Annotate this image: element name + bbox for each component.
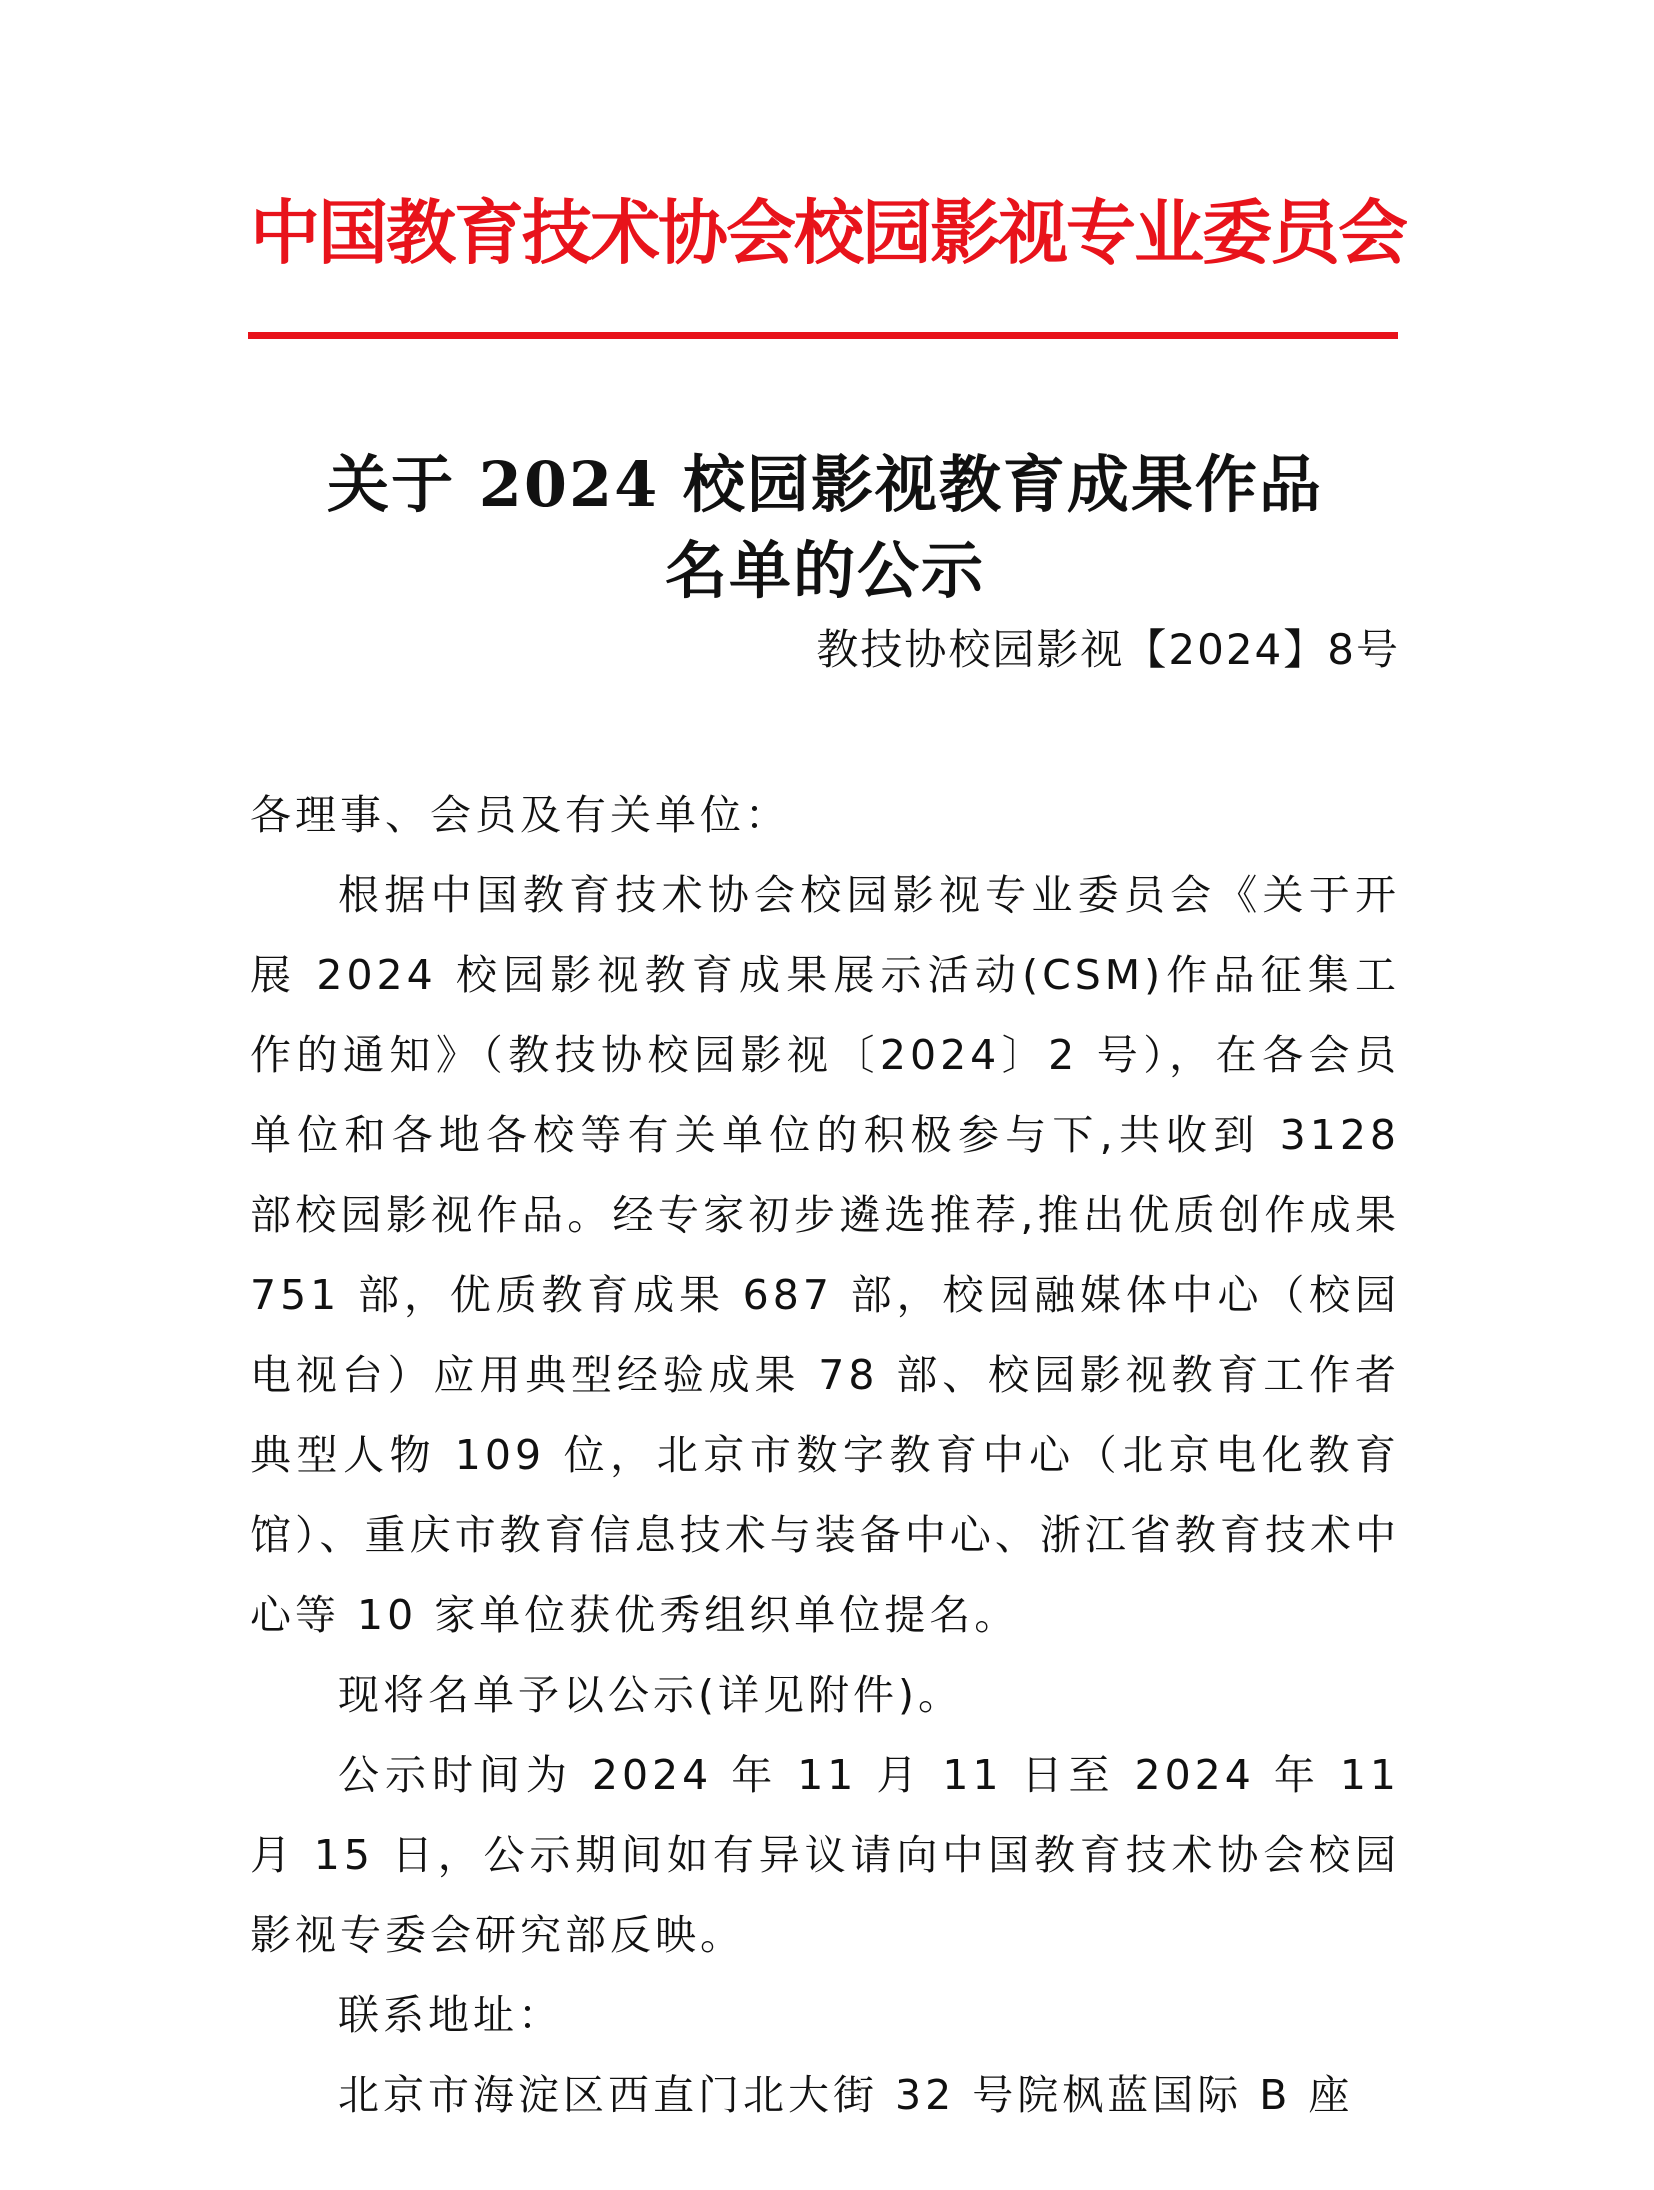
letterhead-title: 中国教育技术协会校园影视专业委员会 [250, 191, 1406, 274]
contact-label: 联系地址： [338, 1991, 563, 2039]
document-body [250, 775, 1400, 2135]
body-paragraph-2: 现将名单予以公示(详见附件)。 [338, 1671, 963, 1719]
document-title [250, 442, 1400, 614]
document-number: 教技协校园影视【2024】8号 [816, 625, 1400, 674]
letterhead-red-rule [248, 332, 1398, 339]
salutation: 各理事、会员及有关单位： [250, 791, 790, 839]
document-title-line-2: 名单的公示 [664, 534, 985, 607]
contact-address: 北京市海淀区西直门北大街 32 号院枫蓝国际 B 座 [338, 2071, 1354, 2119]
body-paragraph-1: 根据中国教育技术协会校园影视专业委员会《关于开展 2024 校园影视教育成果展示活动(CSM)作品征集工作的通知》（教技协校园影视〔2024〕2 号），在各会员单位和各地各校等有关单位的积极参与下,共收到 3128 部校园影视作品。经专家初步遴选推荐,推出优质创作成果 751 部，优质教育成果 687 部，校园融媒体中心（校园电视台）应用典型经验成果 78 部、校园影视教育工作者典型人物 109 位，北京市数字教育中心（北京电化教育馆）、重庆市教育信息技术与装备中心、浙江省教育技术中心等 10 家单位获优秀组织单位提名。 [250, 871, 1400, 1639]
document-title-line-1: 关于 2024 校园影视教育成果作品 [327, 448, 1323, 521]
body-paragraph-3: 公示时间为 2024 年 11 月 11 日至 2024 年 11 月 15 日，公示期间如有异议请向中国教育技术协会校园影视专委会研究部反映。 [250, 1751, 1400, 1959]
